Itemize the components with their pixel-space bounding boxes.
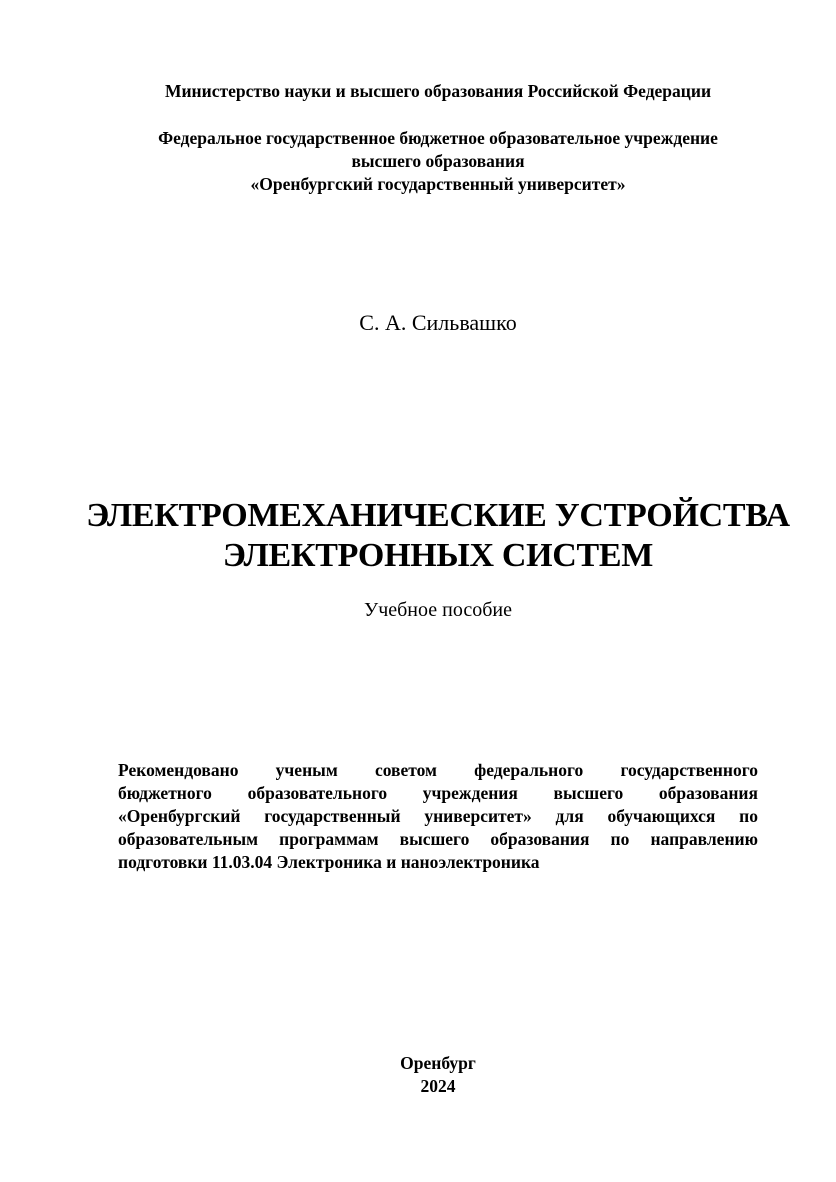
document-title <box>20 496 836 576</box>
recommendation-paragraph <box>118 759 758 874</box>
author-name: С. А. Сильвашко <box>359 310 517 335</box>
imprint-year: 2024 <box>420 1076 456 1096</box>
institution-block <box>20 127 836 196</box>
recommendation-line-1: Рекомендовано ученым советом федерального государственного <box>118 760 758 780</box>
institution-line-3: «Оренбургский государственный университет» <box>250 174 626 194</box>
institution-line-2: высшего образования <box>351 151 525 171</box>
document-subtitle: Учебное пособие <box>364 599 512 621</box>
title-line-1: ЭЛЕКТРОМЕХАНИЧЕСКИЕ УСТРОЙСТВА <box>86 497 790 534</box>
imprint-city: Оренбург <box>400 1053 476 1073</box>
recommendation-line-2: бюджетного образовательного учреждения высшего образования <box>118 783 758 803</box>
ministry-line: Министерство науки и высшего образования Российской Федерации <box>164 81 712 101</box>
title-line-2: ЭЛЕКТРОННЫХ СИСТЕМ <box>222 537 654 574</box>
recommendation-line-5: подготовки 11.03.04 Электроника и наноэлектроника <box>118 852 540 872</box>
institution-line-1: Федеральное государственное бюджетное образовательное учреждение <box>158 128 718 148</box>
recommendation-line-3: «Оренбургский государственный университет» для обучающихся по <box>118 806 758 826</box>
recommendation-line-4: образовательным программам высшего образования по направлению <box>118 829 758 849</box>
imprint-block <box>20 1052 836 1098</box>
